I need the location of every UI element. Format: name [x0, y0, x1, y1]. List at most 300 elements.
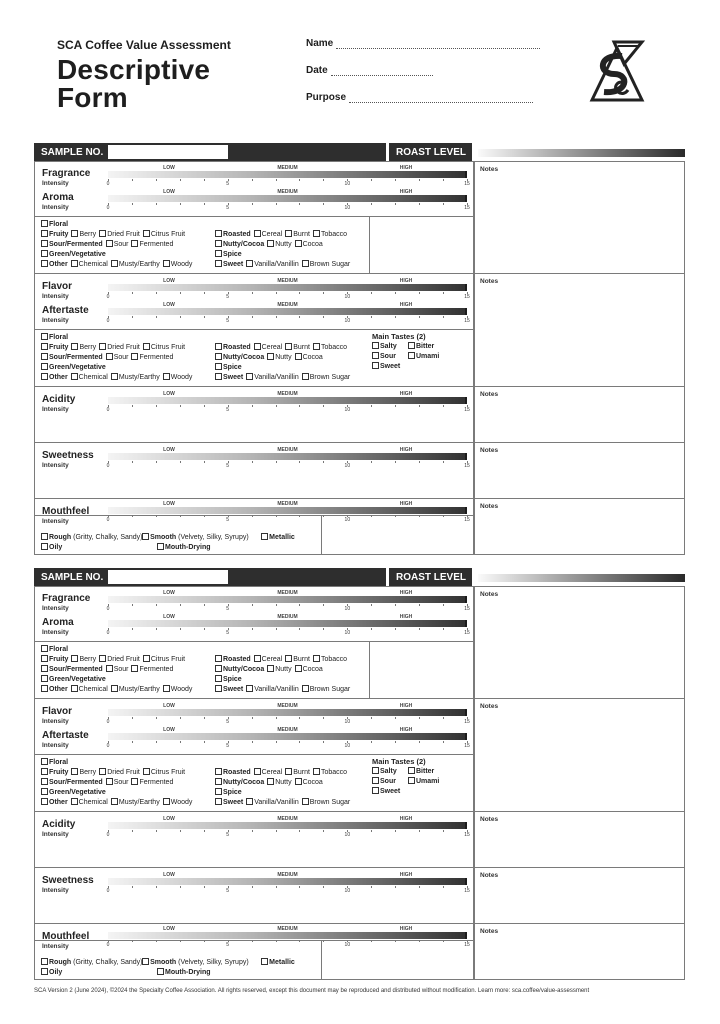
cereal-checkbox[interactable] — [254, 655, 261, 662]
intensity-gradient-bar[interactable] — [108, 932, 467, 939]
scale-medium-label: MEDIUM — [277, 614, 298, 620]
nutty-cocoa-checkbox[interactable] — [215, 240, 222, 247]
burnt-checkbox[interactable] — [285, 768, 292, 775]
scale-medium-label: MEDIUM — [277, 727, 298, 733]
scale-number: 5 — [226, 743, 230, 749]
umami-checkbox[interactable] — [408, 352, 415, 359]
notes-label: Notes — [480, 591, 499, 598]
sour-checkbox[interactable] — [106, 665, 113, 672]
dried-fruit-checkbox[interactable] — [99, 655, 106, 662]
brown-sugar-checkbox[interactable] — [302, 685, 309, 692]
date-label: Date — [306, 65, 328, 76]
aftertaste-label: Aftertaste — [42, 730, 89, 741]
scale-low-label: LOW — [163, 727, 175, 733]
scale-number: 10 — [344, 888, 351, 894]
fragrance-aroma-descriptors-left: Floral Fruity Berry Dried Fruit Citrus Fruit Sour/Fermented Sour Fermented Green/Vegetative Other Chemical Musty/Earthy Woody — [41, 220, 195, 270]
scale-tick — [252, 461, 253, 463]
scale-number: 10 — [344, 407, 351, 413]
roast-level-label: ROAST LEVEL — [396, 572, 467, 583]
scale-tick — [276, 461, 277, 463]
vanilla-vanillin-checkbox[interactable] — [246, 373, 253, 380]
intensity-gradient-bar[interactable] — [108, 453, 467, 460]
green-vegetative-checkbox[interactable] — [41, 788, 48, 795]
bitter-checkbox[interactable] — [408, 342, 415, 349]
scale-medium-label: MEDIUM — [277, 391, 298, 397]
brown-sugar-checkbox[interactable] — [302, 798, 309, 805]
salty-checkbox[interactable] — [372, 767, 379, 774]
musty-earthy-checkbox[interactable] — [111, 260, 118, 267]
scale-tick — [395, 717, 396, 719]
scale-high-label: HIGH — [399, 501, 413, 507]
scale-number: 10 — [344, 630, 351, 636]
cocoa-checkbox[interactable] — [295, 353, 302, 360]
citrus-fruit-checkbox[interactable] — [143, 230, 150, 237]
intensity-label: Intensity — [42, 887, 69, 894]
scale-low-label: LOW — [163, 447, 175, 453]
intensity-gradient-bar[interactable] — [108, 507, 467, 514]
scale-number: 15 — [464, 630, 470, 636]
scale-tick — [395, 179, 396, 181]
scale-tick — [323, 203, 324, 205]
notes-label: Notes — [480, 816, 499, 823]
scale-medium-label: MEDIUM — [277, 501, 298, 507]
dried-fruit-checkbox[interactable] — [99, 343, 106, 350]
woody-checkbox[interactable] — [163, 260, 170, 267]
scale-low-label: LOW — [163, 391, 175, 397]
sample-number-bar — [34, 568, 386, 586]
scale-tick — [180, 515, 181, 517]
scale-medium-label: MEDIUM — [277, 872, 298, 878]
sweet-checkbox[interactable] — [215, 373, 222, 380]
sour-checkbox[interactable] — [106, 353, 113, 360]
berry-checkbox[interactable] — [71, 343, 78, 350]
intensity-label: Intensity — [42, 629, 69, 636]
sour-taste-checkbox[interactable] — [372, 777, 379, 784]
scale-tick — [323, 292, 324, 294]
burnt-checkbox[interactable] — [285, 230, 292, 237]
sample-number-input[interactable] — [108, 145, 228, 159]
fruity-checkbox[interactable] — [41, 655, 48, 662]
aftertaste-intensity-scale[interactable] — [108, 302, 468, 326]
dried-fruit-checkbox[interactable] — [99, 768, 106, 775]
scale-number: 15 — [464, 942, 470, 948]
notes-column — [474, 586, 685, 980]
intensity-gradient-bar[interactable] — [108, 596, 467, 603]
scale-tick — [323, 717, 324, 719]
scale-tick — [132, 830, 133, 832]
scale-number: 15 — [464, 205, 470, 211]
burnt-checkbox[interactable] — [285, 343, 292, 350]
scale-tick — [132, 741, 133, 743]
fermented-checkbox[interactable] — [131, 240, 138, 247]
floral-checkbox[interactable] — [41, 220, 48, 227]
scale-tick — [156, 830, 157, 832]
scale-medium-label: MEDIUM — [277, 302, 298, 308]
scale-tick — [371, 179, 372, 181]
scale-tick — [204, 405, 205, 407]
intensity-gradient-bar[interactable] — [108, 397, 467, 404]
oily-checkbox[interactable] — [41, 968, 48, 975]
intensity-gradient-bar[interactable] — [108, 171, 467, 178]
scale-tick — [371, 515, 372, 517]
intensity-gradient-bar[interactable] — [108, 878, 467, 885]
rough-checkbox[interactable] — [41, 958, 48, 965]
citrus-fruit-checkbox[interactable] — [143, 768, 150, 775]
nutty-cocoa-checkbox[interactable] — [215, 778, 222, 785]
sour-fermented-checkbox[interactable] — [41, 353, 48, 360]
fragrance-intensity-scale[interactable] — [108, 590, 468, 614]
scale-number: 5 — [226, 719, 230, 725]
scale-high-label: HIGH — [399, 189, 413, 195]
scale-tick — [323, 316, 324, 318]
scale-tick — [204, 717, 205, 719]
scale-tick — [443, 461, 444, 463]
sample-number-bar — [34, 143, 386, 161]
scale-number: 0 — [106, 942, 110, 948]
scale-number: 5 — [226, 205, 230, 211]
divider — [34, 641, 474, 642]
woody-checkbox[interactable] — [163, 685, 170, 692]
floral-checkbox[interactable] — [41, 645, 48, 652]
spice-checkbox[interactable] — [215, 675, 222, 682]
scale-high-label: HIGH — [399, 614, 413, 620]
sour-fermented-checkbox[interactable] — [41, 778, 48, 785]
intensity-label: Intensity — [42, 943, 69, 950]
flavor-intensity-scale[interactable] — [108, 278, 468, 302]
sample-number-input[interactable] — [108, 570, 228, 584]
intensity-label: Intensity — [42, 462, 69, 469]
nutty-cocoa-checkbox[interactable] — [215, 353, 222, 360]
scale-number: 10 — [344, 318, 351, 324]
cereal-checkbox[interactable] — [254, 343, 261, 350]
scale-tick — [276, 179, 277, 181]
scale-tick — [419, 515, 420, 517]
scale-number: 5 — [226, 181, 230, 187]
other-checkbox[interactable] — [41, 685, 48, 692]
scale-tick — [419, 179, 420, 181]
scale-number: 0 — [106, 205, 110, 211]
scale-tick — [156, 886, 157, 888]
smooth-checkbox[interactable] — [142, 958, 149, 965]
scale-tick — [132, 316, 133, 318]
scale-tick — [299, 940, 300, 942]
chemical-checkbox[interactable] — [71, 373, 78, 380]
chemical-checkbox[interactable] — [71, 685, 78, 692]
fragrance-label: Fragrance — [42, 593, 91, 604]
intensity-gradient-bar[interactable] — [108, 709, 467, 716]
nutty-checkbox[interactable] — [267, 353, 274, 360]
scale-number: 5 — [226, 294, 230, 300]
divider — [34, 386, 685, 387]
aroma-intensity-scale[interactable] — [108, 189, 468, 213]
scale-number: 0 — [106, 630, 110, 636]
sweet-taste-checkbox[interactable] — [372, 362, 379, 369]
scale-tick — [299, 886, 300, 888]
fragrance-intensity-scale[interactable] — [108, 165, 468, 189]
scale-tick — [299, 461, 300, 463]
scale-tick — [299, 604, 300, 606]
roasted-checkbox[interactable] — [215, 655, 222, 662]
purpose-line[interactable] — [349, 95, 533, 103]
brown-sugar-checkbox[interactable] — [302, 260, 309, 267]
scale-number: 5 — [226, 318, 230, 324]
scale-tick — [276, 515, 277, 517]
divider — [34, 329, 474, 330]
burnt-checkbox[interactable] — [285, 655, 292, 662]
acidity-intensity-scale[interactable] — [108, 816, 468, 840]
scale-high-label: HIGH — [399, 703, 413, 709]
scale-number: 15 — [464, 888, 470, 894]
other-checkbox[interactable] — [41, 373, 48, 380]
roast-level-scale[interactable] — [478, 574, 685, 582]
woody-checkbox[interactable] — [163, 373, 170, 380]
metallic-checkbox[interactable] — [261, 958, 268, 965]
sweet-checkbox[interactable] — [215, 685, 222, 692]
scale-tick — [395, 886, 396, 888]
sour-fermented-checkbox[interactable] — [41, 240, 48, 247]
aroma-intensity-scale[interactable] — [108, 614, 468, 638]
tobacco-checkbox[interactable] — [313, 230, 320, 237]
scale-tick — [443, 292, 444, 294]
intensity-label: Intensity — [42, 518, 69, 525]
vanilla-vanillin-checkbox[interactable] — [246, 260, 253, 267]
other-checkbox[interactable] — [41, 798, 48, 805]
fermented-checkbox[interactable] — [131, 665, 138, 672]
mouth-drying-checkbox[interactable] — [157, 968, 164, 975]
scale-tick — [419, 405, 420, 407]
scale-medium-label: MEDIUM — [277, 278, 298, 284]
scale-tick — [180, 203, 181, 205]
chemical-checkbox[interactable] — [71, 798, 78, 805]
scale-tick — [180, 940, 181, 942]
notes-label: Notes — [480, 447, 499, 454]
scale-tick — [299, 316, 300, 318]
green-vegetative-checkbox[interactable] — [41, 363, 48, 370]
scale-tick — [371, 886, 372, 888]
spice-checkbox[interactable] — [215, 250, 222, 257]
tobacco-checkbox[interactable] — [313, 768, 320, 775]
vanilla-vanillin-checkbox[interactable] — [246, 685, 253, 692]
divider — [34, 923, 685, 924]
umami-checkbox[interactable] — [408, 777, 415, 784]
roast-level-scale[interactable] — [478, 149, 685, 157]
scale-tick — [419, 604, 420, 606]
scale-tick — [252, 940, 253, 942]
scale-high-label: HIGH — [399, 872, 413, 878]
sample-section-1 — [34, 143, 685, 555]
sweetness-intensity-scale[interactable] — [108, 447, 468, 471]
scale-high-label: HIGH — [399, 302, 413, 308]
date-line[interactable] — [331, 68, 433, 76]
scale-tick — [180, 886, 181, 888]
scale-number: 15 — [464, 832, 470, 838]
citrus-fruit-checkbox[interactable] — [143, 343, 150, 350]
scale-number: 15 — [464, 463, 470, 469]
scale-tick — [204, 886, 205, 888]
berry-checkbox[interactable] — [71, 655, 78, 662]
scale-tick — [371, 940, 372, 942]
sour-checkbox[interactable] — [106, 778, 113, 785]
scale-tick — [156, 461, 157, 463]
sour-checkbox[interactable] — [106, 240, 113, 247]
chemical-checkbox[interactable] — [71, 260, 78, 267]
aftertaste-intensity-scale[interactable] — [108, 727, 468, 751]
intensity-gradient-bar[interactable] — [108, 733, 467, 740]
sour-taste-checkbox[interactable] — [372, 352, 379, 359]
scale-tick — [419, 628, 420, 630]
main-tastes-group: Main Tastes (2) Salty Bitter Sour Umami Sweet — [372, 332, 440, 370]
scale-tick — [204, 830, 205, 832]
scale-tick — [371, 316, 372, 318]
purpose-field[interactable] — [306, 92, 533, 103]
green-vegetative-checkbox[interactable] — [41, 675, 48, 682]
scale-number: 0 — [106, 888, 110, 894]
sweet-checkbox[interactable] — [215, 798, 222, 805]
green-vegetative-checkbox[interactable] — [41, 250, 48, 257]
spice-checkbox[interactable] — [215, 363, 222, 370]
berry-checkbox[interactable] — [71, 230, 78, 237]
scale-number: 0 — [106, 407, 110, 413]
sweet-taste-checkbox[interactable] — [372, 787, 379, 794]
scale-tick — [276, 604, 277, 606]
sour-fermented-checkbox[interactable] — [41, 665, 48, 672]
scale-tick — [371, 741, 372, 743]
cereal-checkbox[interactable] — [254, 768, 261, 775]
sweetness-label: Sweetness — [42, 450, 94, 461]
scale-number: 5 — [226, 832, 230, 838]
name-field[interactable] — [306, 38, 540, 49]
date-field[interactable] — [306, 65, 433, 76]
floral-checkbox[interactable] — [41, 333, 48, 340]
fruity-checkbox[interactable] — [41, 768, 48, 775]
scale-low-label: LOW — [163, 614, 175, 620]
tobacco-checkbox[interactable] — [313, 343, 320, 350]
scale-tick — [323, 461, 324, 463]
scale-tick — [395, 405, 396, 407]
nutty-checkbox[interactable] — [267, 665, 274, 672]
dried-fruit-checkbox[interactable] — [99, 230, 106, 237]
mouthfeel-options: Rough (Gritty, Chalky, Sandy) Smooth (Velvety, Silky, Syrupy) Metallic Oily Mouth-Drying — [41, 958, 295, 978]
salty-checkbox[interactable] — [372, 342, 379, 349]
musty-earthy-checkbox[interactable] — [111, 798, 118, 805]
cocoa-checkbox[interactable] — [295, 240, 302, 247]
woody-checkbox[interactable] — [163, 798, 170, 805]
scale-tick — [276, 316, 277, 318]
name-line[interactable] — [336, 41, 540, 49]
scale-tick — [419, 940, 420, 942]
metallic-checkbox[interactable] — [261, 533, 268, 540]
sweetness-intensity-scale[interactable] — [108, 872, 468, 896]
intensity-label: Intensity — [42, 204, 69, 211]
intensity-gradient-bar[interactable] — [108, 284, 467, 291]
musty-earthy-checkbox[interactable] — [111, 685, 118, 692]
scale-low-label: LOW — [163, 501, 175, 507]
title-line-1: Descriptive — [57, 54, 211, 85]
scale-tick — [204, 461, 205, 463]
divider — [34, 216, 474, 217]
scale-low-label: LOW — [163, 165, 175, 171]
footer-copyright: SCA Version 2 (June 2024), ©2024 the Specialty Coffee Association. All rights reserved, except this document may be reproduced and distributed without modification. Learn more: sca.coffee/value-assessment — [34, 988, 590, 994]
intensity-gradient-bar[interactable] — [108, 822, 467, 829]
acidity-intensity-scale[interactable] — [108, 391, 468, 415]
flavor-intensity-scale[interactable] — [108, 703, 468, 727]
nutty-cocoa-checkbox[interactable] — [215, 665, 222, 672]
scale-high-label: HIGH — [399, 278, 413, 284]
scale-tick — [323, 628, 324, 630]
roast-level-label: ROAST LEVEL — [396, 147, 467, 158]
divider — [34, 811, 685, 812]
musty-earthy-checkbox[interactable] — [111, 373, 118, 380]
roasted-checkbox[interactable] — [215, 768, 222, 775]
fruity-checkbox[interactable] — [41, 343, 48, 350]
scale-low-label: LOW — [163, 278, 175, 284]
scale-number: 0 — [106, 743, 110, 749]
floral-checkbox[interactable] — [41, 758, 48, 765]
mouth-drying-checkbox[interactable] — [157, 543, 164, 550]
scale-tick — [443, 179, 444, 181]
rough-checkbox[interactable] — [41, 533, 48, 540]
intensity-label: Intensity — [42, 180, 69, 187]
acidity-label: Acidity — [42, 819, 76, 830]
scale-tick — [395, 515, 396, 517]
fruity-checkbox[interactable] — [41, 230, 48, 237]
other-checkbox[interactable] — [41, 260, 48, 267]
fermented-checkbox[interactable] — [131, 778, 138, 785]
scale-tick — [204, 292, 205, 294]
vanilla-vanillin-checkbox[interactable] — [246, 798, 253, 805]
berry-checkbox[interactable] — [71, 768, 78, 775]
cocoa-checkbox[interactable] — [295, 665, 302, 672]
mouthfeel-intensity-scale[interactable] — [108, 501, 468, 525]
sweet-checkbox[interactable] — [215, 260, 222, 267]
scale-tick — [323, 886, 324, 888]
fermented-checkbox[interactable] — [131, 353, 138, 360]
purpose-label: Purpose — [306, 92, 347, 103]
intensity-gradient-bar[interactable] — [108, 308, 467, 315]
scale-high-label: HIGH — [399, 816, 413, 822]
cereal-checkbox[interactable] — [254, 230, 261, 237]
roasted-checkbox[interactable] — [215, 343, 222, 350]
nutty-checkbox[interactable] — [267, 240, 274, 247]
tobacco-checkbox[interactable] — [313, 655, 320, 662]
scale-tick — [252, 405, 253, 407]
nutty-checkbox[interactable] — [267, 778, 274, 785]
notes-label: Notes — [480, 278, 499, 285]
roasted-checkbox[interactable] — [215, 230, 222, 237]
scale-tick — [371, 717, 372, 719]
scale-tick — [276, 741, 277, 743]
smooth-checkbox[interactable] — [142, 533, 149, 540]
mouthfeel-intensity-scale[interactable] — [108, 926, 468, 950]
citrus-fruit-checkbox[interactable] — [143, 655, 150, 662]
scale-tick — [276, 717, 277, 719]
scale-tick — [156, 604, 157, 606]
oily-checkbox[interactable] — [41, 543, 48, 550]
brown-sugar-checkbox[interactable] — [302, 373, 309, 380]
intensity-gradient-bar[interactable] — [108, 195, 467, 202]
scale-tick — [443, 886, 444, 888]
scale-medium-label: MEDIUM — [277, 816, 298, 822]
spice-checkbox[interactable] — [215, 788, 222, 795]
cocoa-checkbox[interactable] — [295, 778, 302, 785]
scale-number: 10 — [344, 181, 351, 187]
scale-medium-label: MEDIUM — [277, 189, 298, 195]
notes-column — [474, 161, 685, 555]
scale-tick — [132, 940, 133, 942]
bitter-checkbox[interactable] — [408, 767, 415, 774]
intensity-gradient-bar[interactable] — [108, 620, 467, 627]
intensity-label: Intensity — [42, 605, 69, 612]
